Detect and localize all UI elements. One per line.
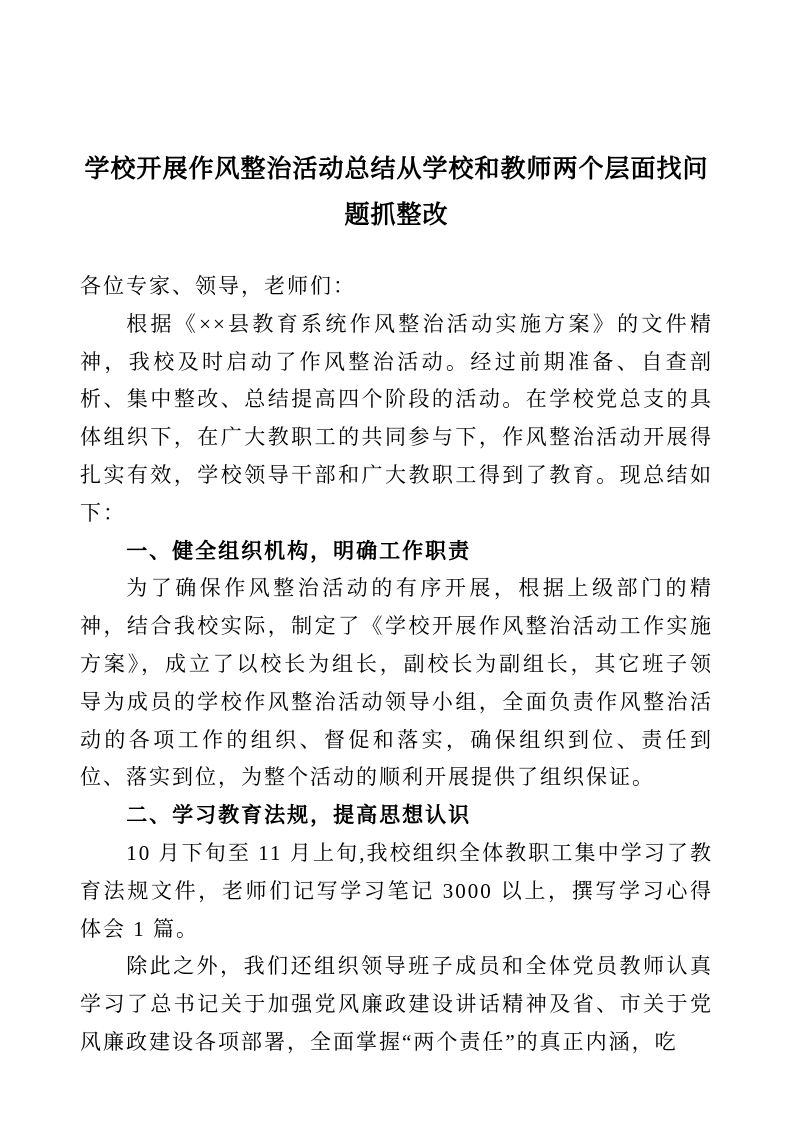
document-title: 学校开展作风整治活动总结从学校和教师两个层面找问题抓整改 xyxy=(84,155,709,229)
section-2-heading: 二、学习教育法规，提高思想认识 xyxy=(126,803,472,828)
salutation-line: 各位专家、领导，老师们： xyxy=(80,274,356,298)
section-1-heading: 一、健全组织机构，明确工作职责 xyxy=(126,538,472,563)
intro-paragraph: 根据《××县教育系统作风整治活动实施方案》的文件精神，我校及时启动了作风整治活动。经过前期准备、自查剖析、集中整改、总结提高四个阶段的活动。在学校党总支的具体组织下，在广大教职工的共同参与下，作风整治活动开展得扎实有效，学校领导干部和广大教职工得到了教育。现总结如下： xyxy=(80,311,713,525)
section-2-paragraph-2: 除此之外，我们还组织领导班子成员和全体党员教师认真学习了总书记关于加强党风廉政建设讲话精神及省、市关于党风廉政建设各项部署，全面掌握“两个责任”的真正内涵，吃 xyxy=(80,954,713,1054)
section-1-paragraph-1: 为了确保作风整治活动的有序开展，根据上级部门的精神，结合我校实际，制定了《学校开展作风整治活动工作实施方案》，成立了以校长为组长，副校长为副组长，其它班子领导为成员的学校作风整治活动领导小组，全面负责作风整治活动的各项工作的组织、督促和落实，确保组织到位、责任到位、落实到位，为整个活动的顺利开展提供了组织保证。 xyxy=(80,576,713,790)
section-2-paragraph-1: 10 月下旬至 11 月上旬,我校组织全体教职工集中学习了教育法规文件，老师们记写学习笔记 3000 以上，撰写学习心得体会 1 篇。 xyxy=(80,840,713,941)
document-body xyxy=(80,268,713,1062)
